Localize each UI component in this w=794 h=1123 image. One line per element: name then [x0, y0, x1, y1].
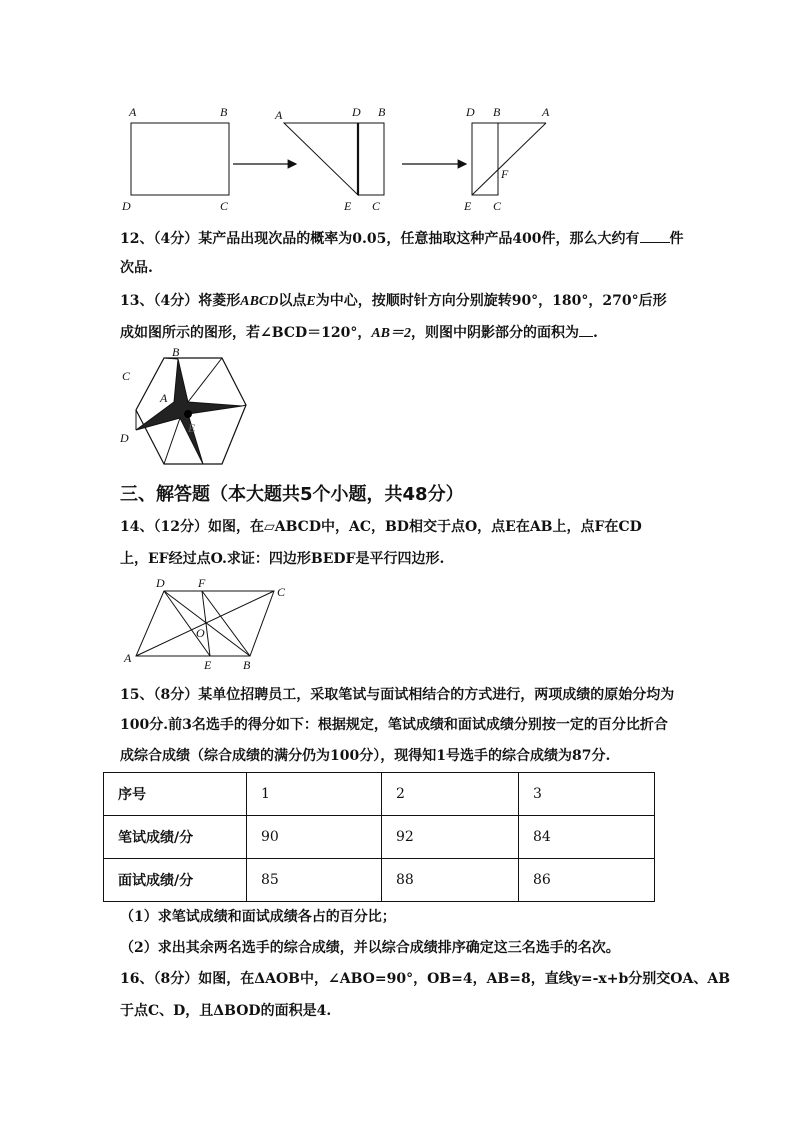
q14-line1: 14、（12分）如图，在▱ABCD中，AC，BD相交于点O，点E在AB上，点F在CD	[120, 519, 642, 535]
label-b-3: B	[493, 105, 501, 119]
table-cell: 笔试成绩/分	[104, 816, 247, 859]
table-cell: 84	[519, 816, 655, 859]
label-d-1: D	[122, 199, 131, 213]
label-d-3: D	[466, 105, 475, 119]
para-label-b: B	[243, 658, 251, 672]
q15-sub2: （2）求出其余两名选手的综合成绩，并以综合成绩排序确定这三名选手的名次。	[120, 940, 620, 956]
label-b-1: B	[220, 105, 228, 119]
table-cell: 序号	[104, 773, 247, 816]
label-c-1: C	[220, 199, 229, 213]
label-e-2: E	[344, 199, 352, 213]
q14-line2: 上，EF经过点O.求证：四边形BEDF是平行四边形.	[120, 551, 445, 567]
section3-title: 三、解答题（本大题共5个小题，共48分）	[120, 484, 464, 505]
label-c-3: C	[493, 199, 502, 213]
table-cell: 2	[382, 773, 519, 816]
star-label-d: D	[120, 431, 129, 445]
q12-line2: 次品.	[120, 260, 153, 276]
table-cell: 86	[519, 859, 655, 902]
diagonal-bd	[164, 591, 250, 656]
para-label-e: E	[204, 658, 212, 672]
para-label-d: D	[156, 576, 165, 590]
para-label-a: A	[124, 651, 132, 665]
rectangle-abcd	[131, 123, 229, 195]
table-cell: 3	[519, 773, 655, 816]
star-label-c: C	[122, 369, 131, 383]
center-point-e	[184, 410, 192, 418]
folding-figure	[110, 98, 580, 218]
para-label-o: O	[196, 626, 205, 640]
label-a-2: A	[275, 108, 283, 122]
table-cell: 85	[247, 859, 382, 902]
label-d-2: D	[352, 105, 361, 119]
star-hexagon-figure	[112, 342, 250, 470]
q16-line2: 于点C、D，且ΔBOD的面积是4.	[120, 1003, 332, 1019]
q12-answer-blank[interactable]	[640, 228, 670, 243]
table-cell: 面试成绩/分	[104, 859, 247, 902]
q13-line1: 13、（4分）将菱形ABCD以点E为中心，按顺时针方向分别旋转90°，180°，270°后形	[120, 293, 667, 309]
label-b-2: B	[378, 105, 386, 119]
table-row	[104, 816, 655, 859]
label-c-2: C	[372, 199, 381, 213]
star-label-e: E	[188, 421, 196, 435]
q15-line3: 成综合成绩（综合成绩的满分仍为100分），现得知1号选手的综合成绩为87分.	[120, 748, 611, 764]
q15-line1: 15、（8分）某单位招聘员工，采取笔试与面试相结合的方式进行，两项成绩的原始分均为	[120, 687, 675, 703]
folded-triangle	[284, 123, 358, 195]
scores-table	[103, 772, 655, 902]
parallelogram-figure	[116, 576, 296, 672]
table-cell: 92	[382, 816, 519, 859]
star-label-b: B	[172, 345, 180, 359]
q13-answer-blank[interactable]	[579, 322, 593, 337]
para-label-f: F	[198, 576, 206, 590]
label-a-1: A	[129, 105, 137, 119]
table-cell: 88	[382, 859, 519, 902]
q15-sub1: （1）求笔试成绩和面试成绩各占的百分比；	[120, 909, 396, 925]
label-f-3: F	[501, 167, 509, 181]
table-row	[104, 773, 655, 816]
para-label-c: C	[277, 585, 286, 599]
final-strip	[472, 123, 498, 195]
table-cell: 1	[247, 773, 382, 816]
table-cell: 90	[247, 816, 382, 859]
q15-line2: 100分.前3名选手的得分如下：根据规定，笔试成绩和面试成绩分别按一定的百分比折合	[120, 717, 668, 733]
q16-line1: 16、（8分）如图，在ΔAOB中，∠ABO=90°，OB=4，AB=8，直线y=-x+b分别交OA、AB	[120, 971, 731, 987]
q12-line1: 12、（4分）某产品出现次品的概率为0.05，任意抽取这种产品400件，那么大约有 件	[120, 228, 684, 249]
label-e-3: E	[464, 199, 472, 213]
table-row	[104, 859, 655, 902]
label-a-3: A	[542, 105, 550, 119]
q13-line2: 成如图所示的图形，若∠BCD＝120°，AB＝2，则图中阴影部分的面积为 .	[120, 322, 598, 344]
star-label-a: A	[160, 391, 168, 405]
folded-strip	[358, 123, 384, 195]
